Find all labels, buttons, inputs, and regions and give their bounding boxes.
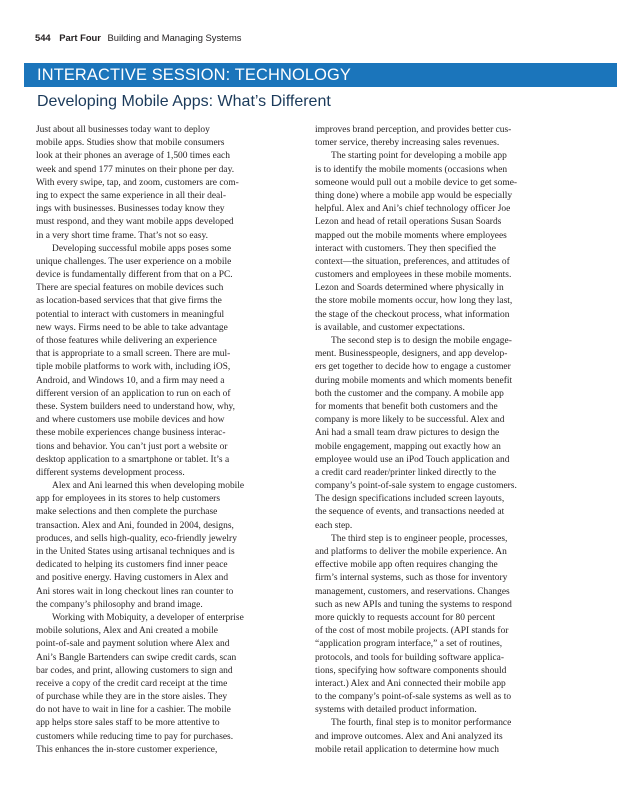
text-line: helpful. Alex and Ani’s chief technology officer Joe xyxy=(315,204,511,215)
text-line: Developing successful mobile apps poses some xyxy=(52,243,232,254)
text-line: someone would pull out a mobile device to get some- xyxy=(315,177,518,188)
text-line: and platforms to deliver the mobile experience. An xyxy=(315,547,507,557)
running-head xyxy=(35,31,241,45)
text-line: effective mobile app often requires changing the xyxy=(315,560,498,571)
text-line: improves brand perception, and provides better cus- xyxy=(315,125,512,135)
text-line: app helps store sales staff to be more attentive to xyxy=(36,718,220,729)
text-line: the sequence of events, and transactions needed at xyxy=(315,507,505,518)
text-line: protocols, and tools for building software applica- xyxy=(315,652,504,663)
text-line: mobile apps. Studies show that mobile consumers xyxy=(36,138,225,149)
text-line: point-of-sale and payment solution where Alex and xyxy=(36,639,230,650)
text-line: week and spend 177 minutes on their phone per day. xyxy=(36,164,235,175)
text-line: dedicated to helping its customers find inner peace xyxy=(36,560,228,571)
text-line: the stage of the checkout process, what information xyxy=(315,309,510,320)
text-line: ings with businesses. Businesses today know they xyxy=(36,204,225,215)
text-line: customers while reducing time to pay for purchases. xyxy=(36,731,234,742)
text-line: look at their phones an average of 1,500 times each xyxy=(36,151,230,162)
text-line: is available, and customer expectations. xyxy=(315,322,465,333)
text-line: Lezon and head of retail operations Susan Soards xyxy=(315,217,502,228)
text-line: The design specifications included screen layouts, xyxy=(315,494,505,505)
text-line: and where customers use mobile devices and how xyxy=(36,415,225,426)
text-line: The second step is to design the mobile engage- xyxy=(331,336,512,346)
text-line: ers get together to decide how to engage a customer xyxy=(315,362,511,373)
text-line: The starting point for developing a mobile app xyxy=(331,151,507,162)
text-line: more quickly to requests account for 80 percent xyxy=(315,612,496,623)
text-line: The third step is to engineer people, processes, xyxy=(331,533,508,544)
text-line: as location-based services that that give firms the xyxy=(36,296,222,307)
text-line: in a very short time frame. That’s not so easy. xyxy=(36,230,208,241)
right-column xyxy=(315,124,583,757)
text-line: tiple mobile platforms to work with, including iOS, xyxy=(36,362,231,373)
text-line: of those features while delivering an experience xyxy=(36,336,217,346)
text-line: new ways. Firms need to be able to take advantage xyxy=(36,322,228,333)
text-line: potential to interact with customers in meaningful xyxy=(36,309,225,320)
text-line: management, customers, and reservations. Changes xyxy=(315,586,510,597)
text-line: company is more likely to be successful. Alex and xyxy=(315,415,505,426)
text-line: each step. xyxy=(315,520,353,531)
left-column xyxy=(36,124,304,757)
text-line: Ani’s Bangle Bartenders can swipe credit cards, scan xyxy=(36,652,237,663)
text-line: and positive energy. Having customers in Alex and xyxy=(36,573,229,584)
text-line: a credit card reader/printer linked directly to the xyxy=(315,467,497,478)
text-line: interact with customers. They then specified the xyxy=(315,243,496,254)
session-banner: INTERACTIVE SESSION: TECHNOLOGY xyxy=(24,63,617,87)
text-line: make selections and then complete the purchase xyxy=(36,507,218,518)
text-line: interact.) Alex and Ani connected their mobile app xyxy=(315,678,506,689)
text-line: bar codes, and print, allowing customers to sign and xyxy=(36,665,233,676)
text-line: is to identify the mobile moments (occasions when xyxy=(315,164,508,175)
text-line: different version of an application to run on each of xyxy=(36,388,231,399)
text-line: Alex and Ani learned this when developing mobile xyxy=(52,481,245,492)
text-line: must respond, and they want mobile apps developed xyxy=(36,217,234,228)
text-line: thing done) where a mobile app would be especially xyxy=(315,190,513,201)
text-line: app for employees in its stores to help customers xyxy=(36,494,220,505)
text-line: of purchase while they are in the store aisles. They xyxy=(36,692,228,703)
text-line: “application program interface,” a set of routines, xyxy=(315,639,503,650)
text-line: do not have to wait in line for a cashier. The mobile xyxy=(36,705,231,716)
text-line: Ani had a small team draw pictures to design the xyxy=(315,428,500,439)
text-line: the store mobile moments occur, how long they last, xyxy=(315,296,513,307)
text-line: transaction. Alex and Ani, founded in 2004, designs, xyxy=(36,520,234,531)
text-line: systems with detailed product information. xyxy=(315,705,477,716)
text-line: these mobile experiences change business interac- xyxy=(36,428,226,439)
text-line: This enhances the in-store customer experience, xyxy=(36,744,218,755)
text-line: the company’s philosophy and brand image. xyxy=(36,599,203,610)
text-line: unique challenges. The user experience on a mobile xyxy=(36,256,232,267)
text-line: ment. Businesspeople, designers, and app develop- xyxy=(315,349,508,360)
text-line: Just about all businesses today want to deploy xyxy=(36,125,210,135)
article-headline: Developing Mobile Apps: What’s Different xyxy=(37,93,331,110)
text-line: receive a copy of the credit card receipt at the time xyxy=(36,678,228,689)
text-line: Ani stores wait in long checkout lines ran counter to xyxy=(36,586,234,597)
text-line: mobile retail application to determine how much xyxy=(315,744,499,755)
part-label: Part Four xyxy=(59,32,101,43)
text-line: firm’s internal systems, such as those for inventory xyxy=(315,573,508,584)
text-line: customers and employees in these mobile moments. xyxy=(315,270,512,281)
text-line: different systems development process. xyxy=(36,467,185,478)
text-line: to the company’s point-of-sale systems as well as to xyxy=(315,692,512,703)
text-line: Android, and Windows 10, and a firm may need a xyxy=(36,375,225,386)
text-line: mapped out the mobile moments where employees xyxy=(315,230,507,241)
text-line: There are special features on mobile devices such xyxy=(36,283,224,294)
text-line: both the customer and the company. A mobile app xyxy=(315,388,504,399)
text-line: of the cost of most mobile projects. (API stands for xyxy=(315,626,509,637)
text-line: tions, specifying how software components should xyxy=(315,665,507,676)
text-line: in the United States using artisanal techniques and is xyxy=(36,547,235,557)
text-line: Working with Mobiquity, a developer of enterprise xyxy=(52,612,244,623)
text-line: desktop application to a smartphone or tablet. It’s a xyxy=(36,454,230,465)
part-title: Building and Managing Systems xyxy=(107,32,242,43)
text-line: such as new APIs and tuning the systems to respond xyxy=(315,599,512,610)
text-line: tions and behavior. You can’t just port a website or xyxy=(36,441,228,452)
text-line: and improve outcomes. Alex and Ani analyzed its xyxy=(315,731,503,742)
page-number: 544 xyxy=(35,32,51,43)
text-line: Lezon and Soards determined where physically in xyxy=(315,283,504,294)
text-line: produces, and sells high-quality, eco-friendly jewelry xyxy=(36,533,237,544)
text-line: that is appropriate to a small screen. There are mul- xyxy=(36,349,231,360)
text-line: during mobile moments and which moments benefit xyxy=(315,375,513,386)
text-line: employee would use an iPod Touch application and xyxy=(315,454,510,465)
text-line: company’s point-of-sale system to engage customers. xyxy=(315,481,517,492)
text-line: With every swipe, tap, and zoom, customers are com- xyxy=(36,177,239,188)
text-line: The fourth, final step is to monitor performance xyxy=(331,718,512,729)
text-line: device is fundamentally different from that on a PC. xyxy=(36,270,233,281)
text-line: for moments that benefit both customers and the xyxy=(315,401,498,412)
text-line: ing to expect the same experience in all their deal- xyxy=(36,190,226,201)
text-line: mobile solutions, Alex and Ani created a mobile xyxy=(36,626,218,637)
text-line: mobile engagement, mapping out exactly how an xyxy=(315,441,501,452)
text-line: tomer service, thereby increasing sales revenues. xyxy=(315,138,500,149)
text-line: these. System builders need to understand how, why, xyxy=(36,401,236,412)
text-line: context—the situation, preferences, and attitudes of xyxy=(315,256,510,267)
